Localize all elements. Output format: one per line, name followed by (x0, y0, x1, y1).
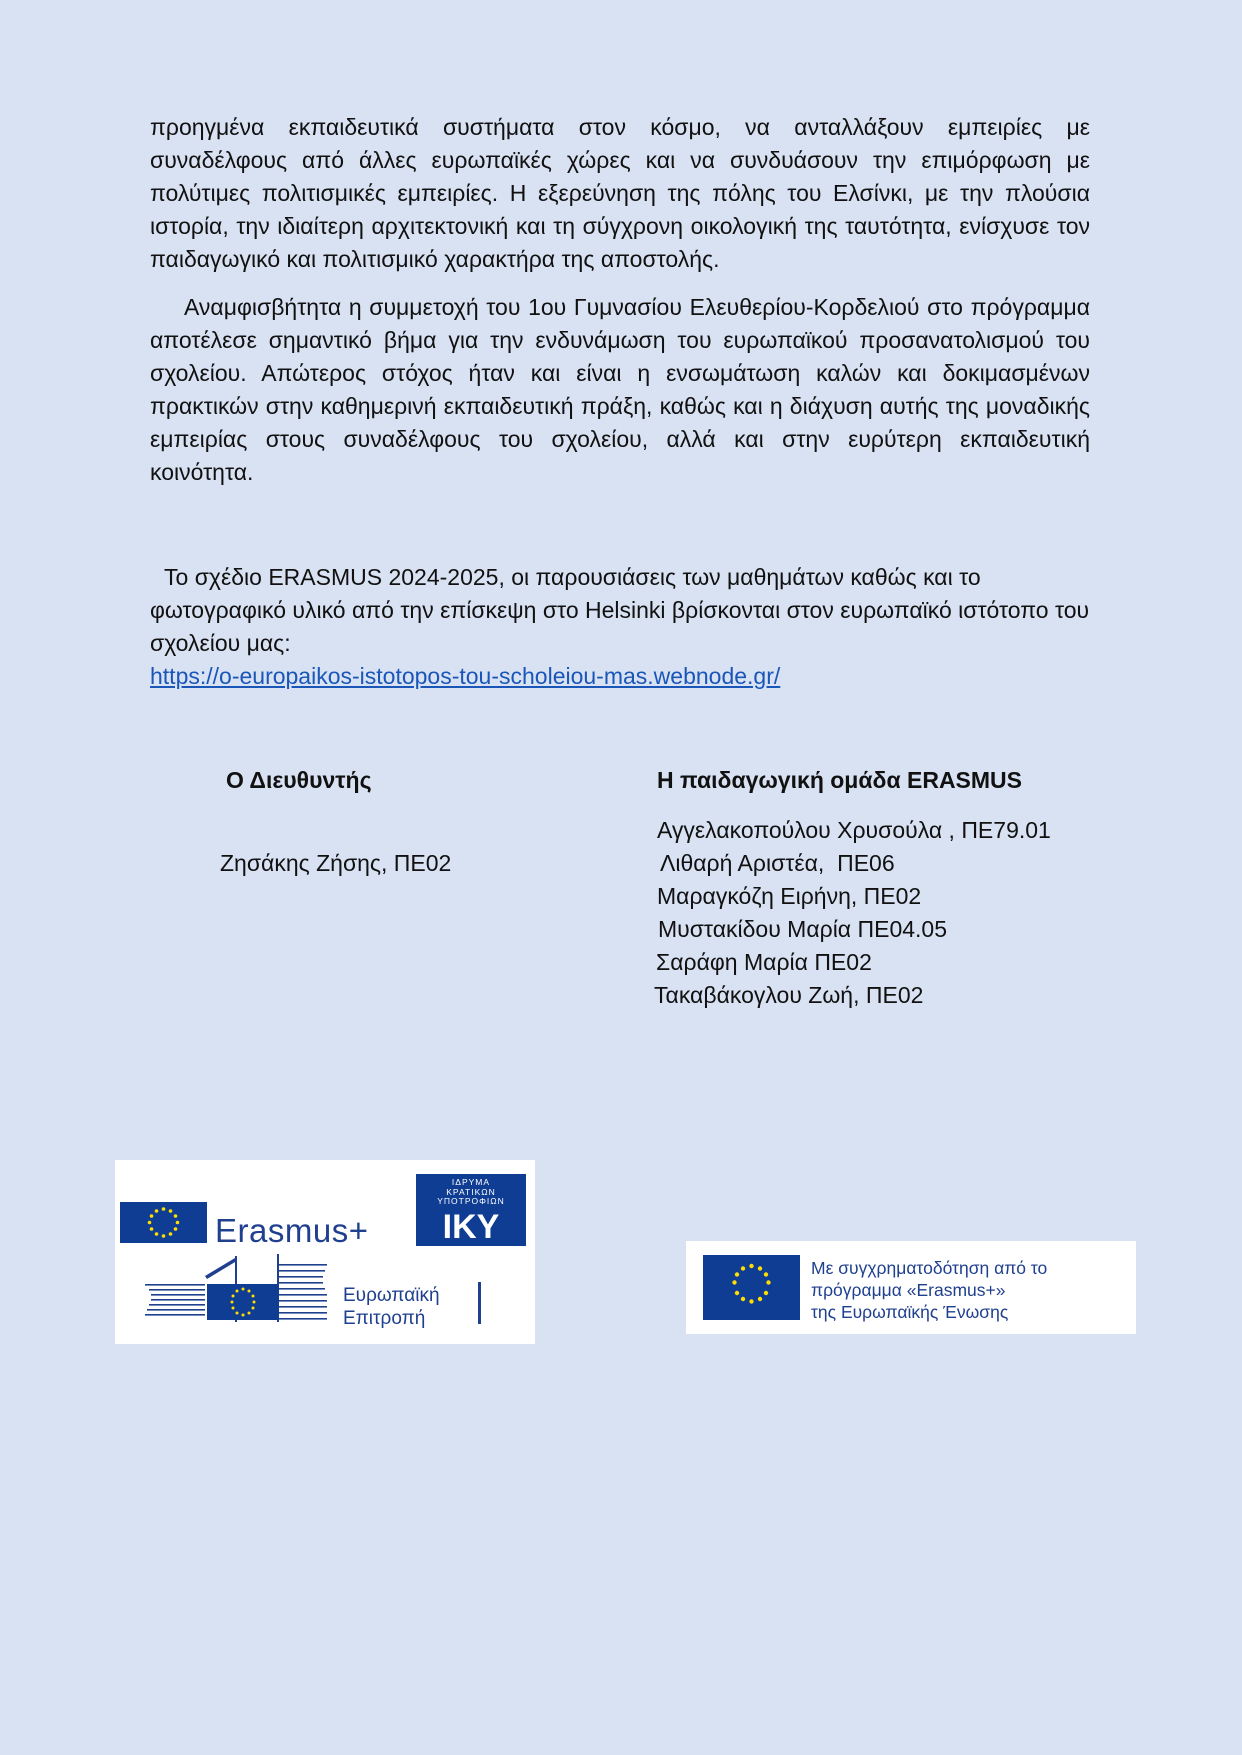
eu-flag-icon (120, 1202, 207, 1243)
iky-acronym: ΙΚΥ (442, 1207, 500, 1246)
ec-divider (478, 1282, 481, 1324)
erasmus-iky-ec-logo (115, 1160, 535, 1344)
iky-label: ΚΡΑΤΙΚΩΝ (446, 1186, 496, 1197)
ec-line: Ευρωπαϊκή (343, 1285, 440, 1306)
team-member: Μαραγκόζη Ειρήνη, ΠΕ02 (657, 883, 922, 909)
iky-label: ΥΠΟΤΡΟΦΙΩΝ (437, 1196, 505, 1206)
eu-flag-icon (703, 1255, 800, 1320)
director-title: Ο Διευθυντής (226, 767, 372, 793)
eu-cofunding-text (811, 1257, 1047, 1323)
eu-cofunding-logo (686, 1241, 1136, 1334)
european-commission-emblem-icon (145, 1254, 330, 1326)
iky-logo (416, 1174, 526, 1246)
team-member: Τακαβάκογλου Ζωή, ΠΕ02 (654, 982, 924, 1008)
team-title: Η παιδαγωγική ομάδα ERASMUS (657, 767, 1023, 793)
team-member: Μυστακίδου Μαρία ΠΕ04.05 (658, 916, 948, 942)
team-member: Λιθαρή Αριστέα, ΠΕ06 (660, 850, 895, 876)
team-member: Σαράφη Μαρία ΠΕ02 (656, 949, 872, 975)
school-website-link[interactable]: https://o-europaikos-istotopos-tou-scholeiou-mas.webnode.gr/ (150, 663, 781, 689)
paragraph-helsinki: προηγμένα εκπαιδευτικά συστήματα στον κόσμο, να ανταλλάξουν εμπειρίες με συναδέλφους από άλλες ευρωπαϊκές χώρες και να συνδυάσουν την επιμόρφωση με πολύτιμες πολιτισμικές εμπειρίες. Η εξερεύνηση της πόλης του Ελσίνκι, με την πλούσια ιστορία, την ιδιαίτερη αρχιτεκτονική και τη σύγχρονη οικολογική της ταυτότητα, ενίσχυσε τον παιδαγωγικό και πολιτισμικό χαρακτήρα της αποστολής. (150, 114, 1090, 272)
ec-line: Επιτροπή (343, 1308, 426, 1329)
european-commission-label (343, 1284, 440, 1330)
iky-label: ΙΔΡΥΜΑ (451, 1177, 491, 1187)
eu-cofund-line: πρόγραμμα «Erasmus+» (811, 1280, 1006, 1300)
erasmus-plus-wordmark: Erasmus+ (215, 1212, 369, 1249)
paragraph-participation: Αναμφισβήτητα η συμμετοχή του 1ου Γυμνασίου Ελευθερίου-Κορδελιού στο πρόγραμμα αποτέλεσε σημαντικό βήμα για την ενδυνάμωση του ευρωπαϊκού προσανατολισμού του σχολείου. Απώτερος στόχος ήταν και είναι η ενσωμάτωση καλών και δοκιμασμένων πρακτικών στην καθημερινή εκπαιδευτική πράξη, καθώς και η διάχυση αυτής της μοναδικής εμπειρίας στους συναδέλφους του σχολείου, αλλά και στην ευρύτερη εκπαιδευτική κοινότητα. (150, 294, 1090, 485)
eu-cofund-line: Με συγχρηματοδότηση από το (811, 1258, 1048, 1278)
eu-cofund-line: της Ευρωπαϊκής Ένωσης (811, 1302, 1009, 1322)
team-member: Αγγελακοπούλου Χρυσούλα , ΠΕ79.01 (657, 817, 1051, 843)
director-name: Ζησάκης Ζήσης, ΠΕ02 (220, 850, 452, 876)
paragraph-erasmus-plan: Το σχέδιο ERASMUS 2024-2025, οι παρουσιάσεις των μαθημάτων καθώς και το φωτογραφικό υλικό από την επίσκεψη στο Helsinki βρίσκονται στον ευρωπαϊκό ιστότοπο του σχολείου μας: (150, 564, 1090, 656)
